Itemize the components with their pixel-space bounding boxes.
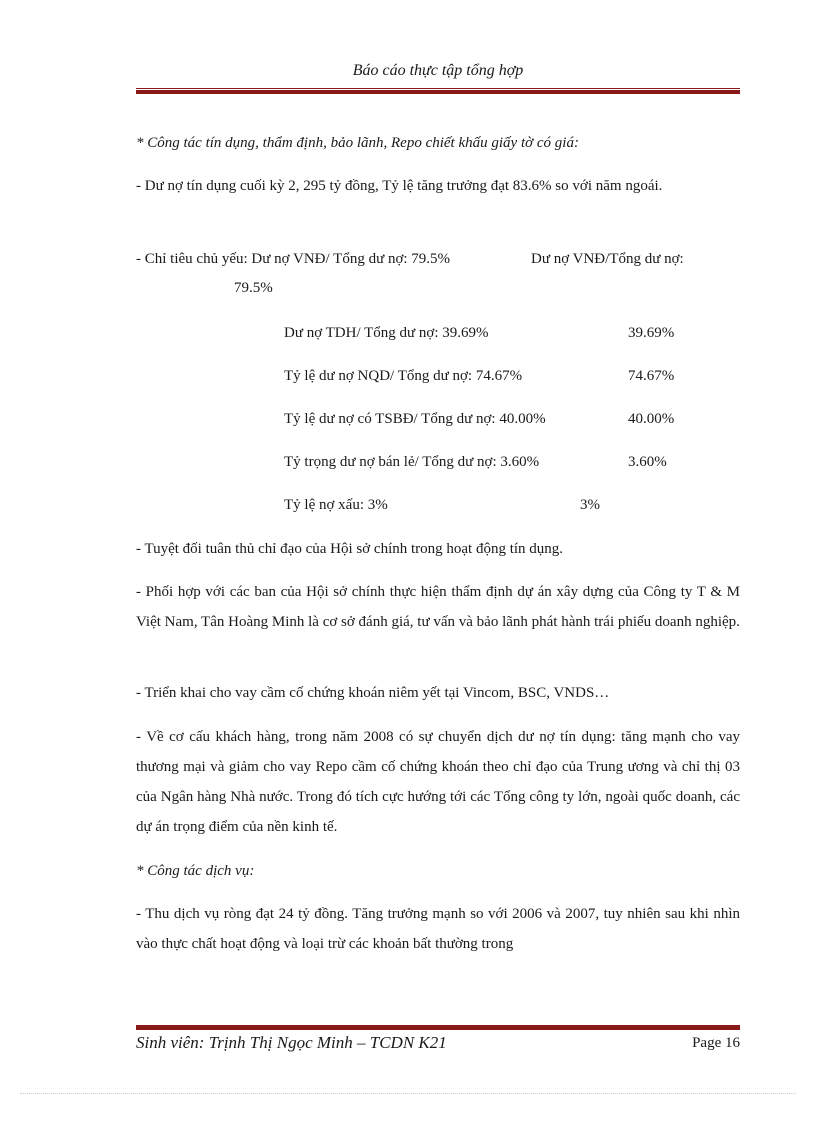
header-title: Báo cáo thực tập tổng hợp — [352, 62, 524, 79]
paragraph-securities-lending: - Triển khai cho vay cầm cố chứng khoán niêm yết tại Vincom, BSC, VNDS… — [136, 685, 610, 701]
paragraph-customer-structure: - Về cơ cấu khách hàng, trong năm 2008 có sự chuyển dịch dư nợ tín dụng: tăng mạnh cho vay thương mại và giảm cho vay Repo cầm cố chứng khoán theo chỉ đạo của Trung ương và chỉ thị 03 của Ngân hàng Nhà nước. Trong đó tích cực hướng tới các Tổng công ty lớn, ngoài quốc doanh, các dự án trọng điểm của nền kinh tế. — [136, 729, 740, 835]
ratio-label: Dư nợ TDH/ Tổng dư nợ: 39.69% — [284, 325, 489, 341]
key-indicators-duplicate: Dư nợ VNĐ/Tổng dư nợ: — [531, 251, 684, 267]
header-rule — [136, 88, 740, 94]
page-number: Page 16 — [692, 1035, 740, 1051]
footer-rule — [136, 1024, 740, 1030]
section-heading-credit: * Công tác tín dụng, thẩm định, bảo lãnh, Repo chiết khấu giấy tờ có giá: — [136, 135, 579, 151]
section-heading-services: * Công tác dịch vụ: — [136, 863, 255, 879]
page-bottom-divider — [20, 1093, 796, 1094]
paragraph-coordination: - Phối hợp với các ban của Hội sở chính thực hiện thẩm định dự án xây dựng của Công ty T & M Việt Nam, Tân Hoàng Minh là cơ sở đánh giá, tư vấn và bảo lãnh phát hành trái phiếu doanh nghiệp. — [136, 584, 740, 630]
ratio-value: 39.69% — [628, 325, 675, 341]
key-indicators-value: 79.5% — [234, 280, 273, 296]
paragraph-outstanding-loans: - Dư nợ tín dụng cuối kỳ 2, 295 tỷ đồng, Tỷ lệ tăng trưởng đạt 83.6% so với năm ngoái. — [136, 178, 663, 194]
paragraph-compliance: - Tuyệt đối tuân thủ chỉ đạo của Hội sở chính trong hoạt động tín dụng. — [136, 541, 564, 557]
footer-student: Sinh viên: Trịnh Thị Ngọc Minh – TCDN K21 — [136, 1033, 447, 1052]
ratio-value: 3% — [580, 497, 600, 513]
paragraph-service-income: - Thu dịch vụ ròng đạt 24 tỷ đồng. Tăng trưởng mạnh so với 2006 và 2007, tuy nhiên sau khi nhìn vào thực chất hoạt động và loại trừ các khoản bất thường trong — [136, 906, 740, 952]
key-indicators-line: - Chỉ tiêu chủ yếu: Dư nợ VNĐ/ Tổng dư nợ: 79.5% — [136, 251, 451, 267]
ratio-label: Tỷ lệ dư nợ NQD/ Tổng dư nợ: 74.67% — [284, 368, 523, 384]
ratio-label: Tỷ lệ dư nợ có TSBĐ/ Tổng dư nợ: 40.00% — [284, 411, 546, 427]
ratio-value: 40.00% — [628, 411, 675, 427]
ratio-label: Tỷ lệ nợ xấu: 3% — [284, 497, 388, 513]
ratio-value: 3.60% — [628, 454, 667, 470]
ratio-label: Tỷ trọng dư nợ bán lẻ/ Tổng dư nợ: 3.60% — [284, 454, 540, 470]
ratio-value: 74.67% — [628, 368, 675, 384]
